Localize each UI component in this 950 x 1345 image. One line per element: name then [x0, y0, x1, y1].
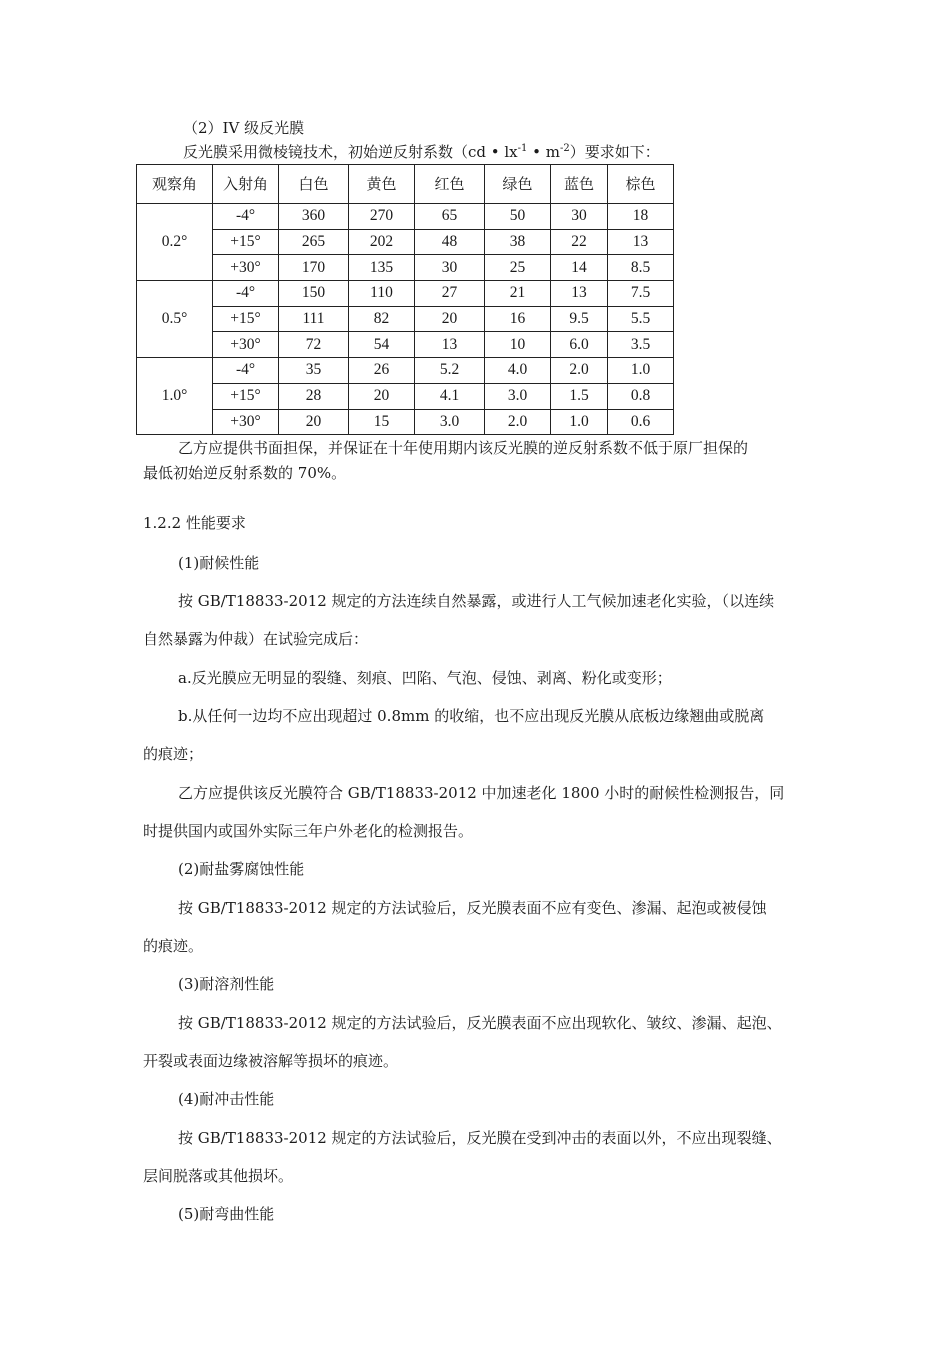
table-row [137, 229, 674, 255]
value-cell: 8.5 [608, 255, 674, 281]
value-cell: 4.1 [415, 383, 485, 409]
value-cell: 1.0 [608, 358, 674, 384]
value-cell: 21 [485, 281, 551, 307]
table-row [137, 204, 674, 230]
value-cell: 0.6 [608, 409, 674, 435]
value-cell: 13 [551, 281, 608, 307]
impact-heading: (4)耐冲击性能 [178, 1090, 275, 1108]
entry-angle-cell: +30° [213, 255, 279, 281]
weather-report-line-2: 时提供国内或国外实际三年户外老化的检测报告。 [143, 822, 474, 840]
value-cell: 48 [415, 229, 485, 255]
performance-heading: 1.2.2 性能要求 [143, 514, 246, 532]
table-row [137, 383, 674, 409]
observation-angle-cell: 0.2° [137, 204, 213, 281]
value-cell: 265 [279, 229, 349, 255]
entry-angle-cell: +15° [213, 383, 279, 409]
weather-item-b-line-2: 的痕迹； [143, 745, 204, 763]
value-cell: 135 [349, 255, 415, 281]
table-row [137, 255, 674, 281]
value-cell: 20 [415, 306, 485, 332]
value-cell: 30 [415, 255, 485, 281]
salt-line-1: 按 GB/T18833-2012 规定的方法试验后，反光膜表面不应有变色、渗漏、起泡或被侵蚀 [178, 899, 767, 917]
table-row [137, 409, 674, 435]
value-cell: 30 [551, 204, 608, 230]
value-cell: 3.5 [608, 332, 674, 358]
observation-angle-cell: 1.0° [137, 358, 213, 435]
weather-item-b-line-1: b.从任何一边均不应出现超过 0.8mm 的收缩，也不应出现反光膜从底板边缘翘曲或脱离 [178, 707, 765, 725]
table-row [137, 358, 674, 384]
entry-angle-cell: -4° [213, 358, 279, 384]
value-cell: 9.5 [551, 306, 608, 332]
intro-sup-m: -2 [560, 143, 570, 154]
entry-angle-cell: -4° [213, 281, 279, 307]
weather-report-line-1: 乙方应提供该反光膜符合 GB/T18833-2012 中加速老化 1800 小时的耐候性检测报告，同 [178, 784, 785, 802]
value-cell: 270 [349, 204, 415, 230]
table-header-cell: 棕色 [608, 165, 674, 204]
value-cell: 6.0 [551, 332, 608, 358]
value-cell: 25 [485, 255, 551, 281]
value-cell: 13 [415, 332, 485, 358]
value-cell: 13 [608, 229, 674, 255]
value-cell: 54 [349, 332, 415, 358]
impact-line-2: 层间脱落或其他损坏。 [143, 1167, 294, 1185]
value-cell: 10 [485, 332, 551, 358]
value-cell: 14 [551, 255, 608, 281]
solvent-line-1: 按 GB/T18833-2012 规定的方法试验后，反光膜表面不应出现软化、皱纹、渗漏、起泡、 [178, 1014, 782, 1032]
observation-angle-cell: 0.5° [137, 281, 213, 358]
value-cell: 82 [349, 306, 415, 332]
value-cell: 35 [279, 358, 349, 384]
solvent-line-2: 开裂或表面边缘被溶解等损坏的痕迹。 [143, 1052, 399, 1070]
value-cell: 111 [279, 306, 349, 332]
value-cell: 1.0 [551, 409, 608, 435]
entry-angle-cell: +30° [213, 409, 279, 435]
value-cell: 5.5 [608, 306, 674, 332]
value-cell: 18 [608, 204, 674, 230]
weather-paragraph-line-1: 按 GB/T18833-2012 规定的方法连续自然暴露，或进行人工气候加速老化实验，（以连续 [178, 592, 775, 610]
value-cell: 3.0 [415, 409, 485, 435]
retroreflection-intro [183, 141, 660, 162]
entry-angle-cell: +30° [213, 332, 279, 358]
table-header-cell: 入射角 [213, 165, 279, 204]
table-header-cell: 白色 [279, 165, 349, 204]
value-cell: 72 [279, 332, 349, 358]
value-cell: 20 [279, 409, 349, 435]
value-cell: 20 [349, 383, 415, 409]
value-cell: 28 [279, 383, 349, 409]
value-cell: 170 [279, 255, 349, 281]
value-cell: 110 [349, 281, 415, 307]
value-cell: 50 [485, 204, 551, 230]
entry-angle-cell: +15° [213, 306, 279, 332]
weather-item-a: a.反光膜应无明显的裂缝、刻痕、凹陷、气泡、侵蚀、剥离、粉化或变形； [178, 669, 672, 687]
salt-line-2: 的痕迹。 [143, 937, 204, 955]
table-header-cell: 观察角 [137, 165, 213, 204]
value-cell: 7.5 [608, 281, 674, 307]
value-cell: 22 [551, 229, 608, 255]
value-cell: 202 [349, 229, 415, 255]
value-cell: 150 [279, 281, 349, 307]
table-row [137, 281, 674, 307]
entry-angle-cell: +15° [213, 229, 279, 255]
intro-sup-lx: -1 [517, 143, 528, 154]
table-header-cell: 蓝色 [551, 165, 608, 204]
intro-text-middle: • m [527, 143, 561, 161]
value-cell: 27 [415, 281, 485, 307]
value-cell: 0.8 [608, 383, 674, 409]
value-cell: 3.0 [485, 383, 551, 409]
value-cell: 65 [415, 204, 485, 230]
intro-text-before: 反光膜采用微棱镜技术，初始逆反射系数（cd • lx [183, 143, 518, 161]
weather-heading: (1)耐候性能 [178, 554, 260, 572]
weather-paragraph-line-2: 自然暴露为仲裁）在试验完成后： [143, 630, 369, 648]
table-header-cell: 绿色 [485, 165, 551, 204]
table-header-cell: 红色 [415, 165, 485, 204]
entry-angle-cell: -4° [213, 204, 279, 230]
value-cell: 2.0 [485, 409, 551, 435]
salt-heading: (2)耐盐雾腐蚀性能 [178, 860, 305, 878]
table-row [137, 306, 674, 332]
solvent-heading: (3)耐溶剂性能 [178, 975, 275, 993]
section-iv-heading: （2）IV 级反光膜 [183, 119, 305, 137]
impact-line-1: 按 GB/T18833-2012 规定的方法试验后，反光膜在受到冲击的表面以外，不应出现裂缝、 [178, 1129, 782, 1147]
table-header-row [137, 165, 674, 204]
value-cell: 26 [349, 358, 415, 384]
table-header-cell: 黄色 [349, 165, 415, 204]
value-cell: 15 [349, 409, 415, 435]
value-cell: 38 [485, 229, 551, 255]
value-cell: 16 [485, 306, 551, 332]
guarantee-line-2: 最低初始逆反射系数的 70%。 [143, 464, 347, 482]
table-row [137, 332, 674, 358]
value-cell: 5.2 [415, 358, 485, 384]
value-cell: 1.5 [551, 383, 608, 409]
retroreflection-table [136, 164, 674, 435]
value-cell: 4.0 [485, 358, 551, 384]
value-cell: 2.0 [551, 358, 608, 384]
intro-text-after: ）要求如下： [569, 143, 660, 161]
guarantee-line-1: 乙方应提供书面担保，并保证在十年使用期内该反光膜的逆反射系数不低于原厂担保的 [178, 439, 749, 457]
value-cell: 360 [279, 204, 349, 230]
bending-heading: (5)耐弯曲性能 [178, 1205, 275, 1223]
